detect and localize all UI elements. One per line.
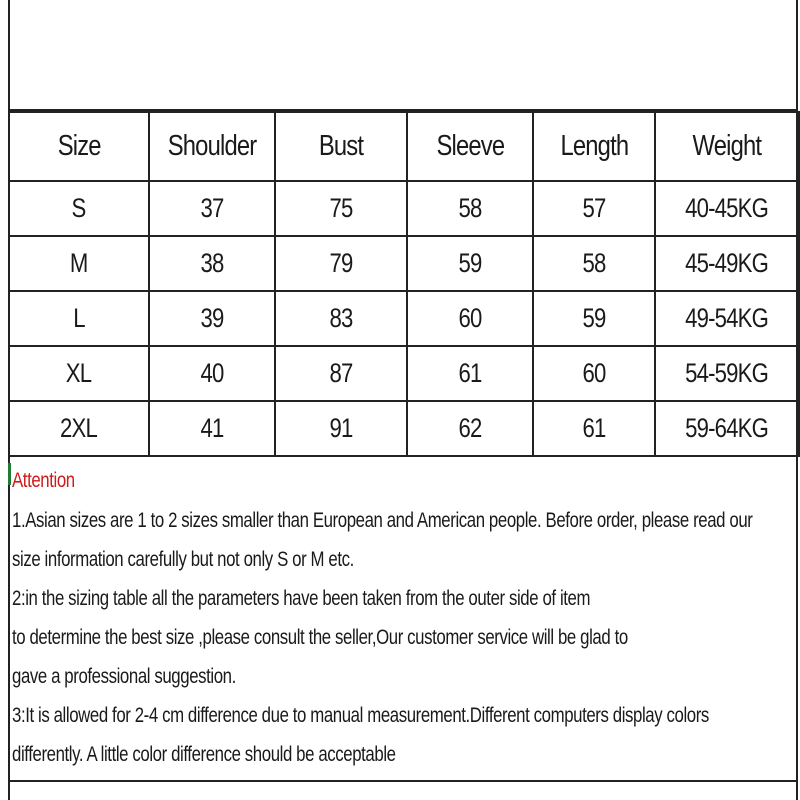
table-row — [9, 291, 799, 346]
cell-shoulder: 39 — [149, 291, 275, 346]
size-chart-table — [8, 111, 800, 457]
cell-size: M — [9, 236, 149, 291]
header-size: Size — [9, 112, 149, 181]
cell-sleeve: 61 — [407, 346, 533, 401]
cell-shoulder: 38 — [149, 236, 275, 291]
header-length: Length — [533, 112, 655, 181]
cell-length: 57 — [533, 181, 655, 236]
cell-size: L — [9, 291, 149, 346]
note-line: differently. A little color difference should be acceptable — [12, 743, 396, 766]
table-row — [9, 181, 799, 236]
attention-notes — [8, 461, 798, 774]
cell-bust: 79 — [275, 236, 407, 291]
table-row — [9, 401, 799, 456]
cell-sleeve: 62 — [407, 401, 533, 456]
cell-accent-mark — [8, 463, 11, 485]
cell-size: S — [9, 181, 149, 236]
cell-bust: 91 — [275, 401, 407, 456]
cell-bust: 83 — [275, 291, 407, 346]
cell-shoulder: 41 — [149, 401, 275, 456]
table-row — [9, 236, 799, 291]
cell-bust: 87 — [275, 346, 407, 401]
cell-sleeve: 58 — [407, 181, 533, 236]
cell-weight: 40-45KG — [655, 181, 799, 236]
bottom-border — [8, 780, 798, 782]
cell-length: 61 — [533, 401, 655, 456]
cell-length: 58 — [533, 236, 655, 291]
note-line: 2:in the sizing table all the parameters have been taken from the outer side of item — [12, 587, 591, 610]
cell-weight: 45-49KG — [655, 236, 799, 291]
blank-header-area — [8, 0, 798, 111]
cell-size: 2XL — [9, 401, 149, 456]
cell-weight: 59-64KG — [655, 401, 799, 456]
cell-shoulder: 37 — [149, 181, 275, 236]
header-sleeve: Sleeve — [407, 112, 533, 181]
header-shoulder: Shoulder — [149, 112, 275, 181]
cell-bust: 75 — [275, 181, 407, 236]
cell-weight: 54-59KG — [655, 346, 799, 401]
cell-sleeve: 60 — [407, 291, 533, 346]
attention-title: Attention — [12, 469, 75, 492]
table-row — [9, 346, 799, 401]
cell-length: 60 — [533, 346, 655, 401]
cell-length: 59 — [533, 291, 655, 346]
header-weight: Weight — [655, 112, 799, 181]
table-header-row — [9, 112, 799, 181]
cell-weight: 49-54KG — [655, 291, 799, 346]
note-line: 3:It is allowed for 2-4 cm difference due to manual measurement.Different computers display colors — [12, 704, 709, 727]
cell-size: XL — [9, 346, 149, 401]
cell-sleeve: 59 — [407, 236, 533, 291]
note-line: to determine the best size ,please consult the seller,Our customer service will be glad to — [12, 626, 628, 649]
note-line: 1.Asian sizes are 1 to 2 sizes smaller than European and American people. Before order, please read our — [12, 509, 753, 532]
header-bust: Bust — [275, 112, 407, 181]
note-line: size information carefully but not only S or M etc. — [12, 548, 354, 571]
cell-shoulder: 40 — [149, 346, 275, 401]
note-line: gave a professional suggestion. — [12, 665, 236, 688]
